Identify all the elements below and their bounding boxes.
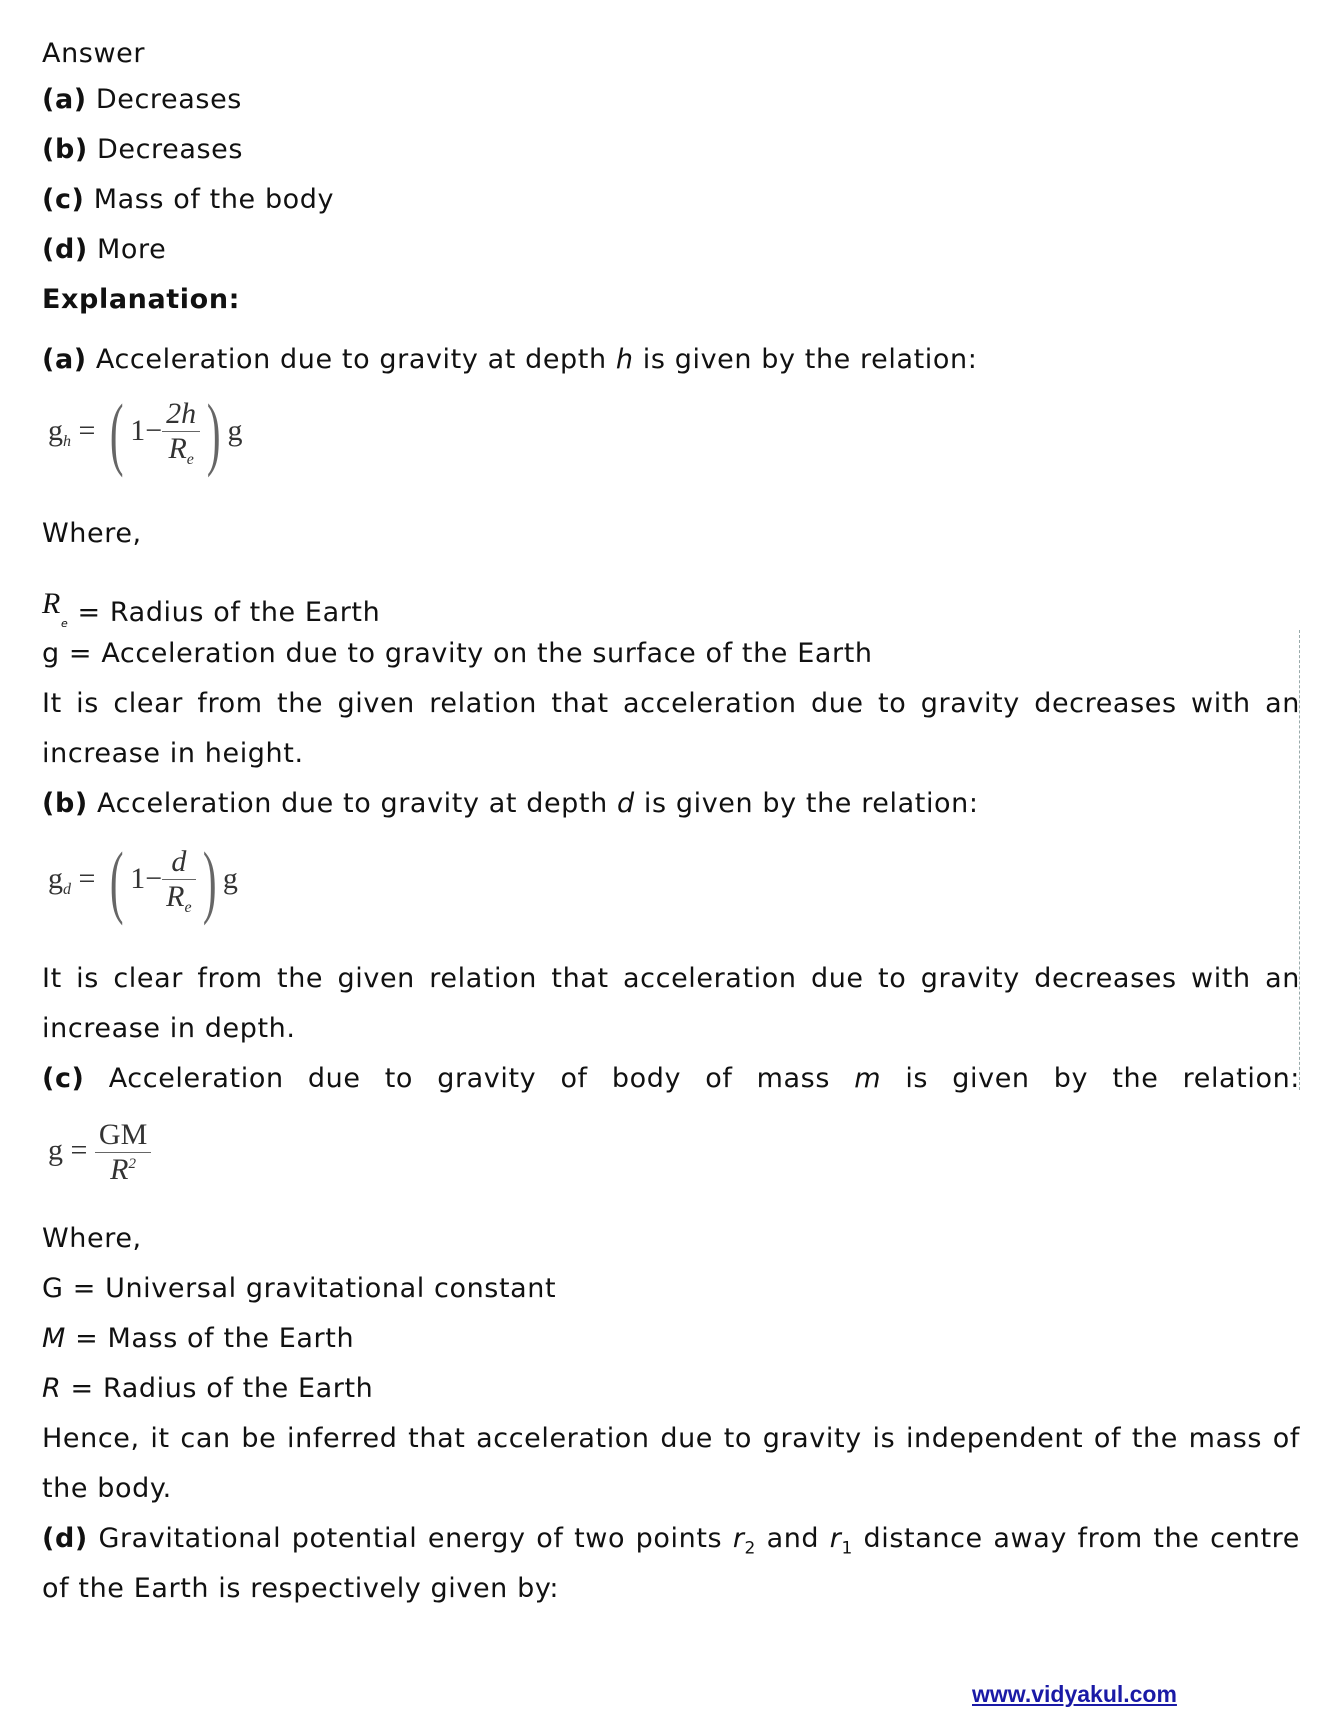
- answer-heading: Answer: [42, 38, 146, 69]
- answer-b-label: (b): [42, 134, 88, 165]
- formula-g-den-sup: 2: [128, 1156, 136, 1172]
- definition-Re-symbol: R: [42, 587, 61, 620]
- definition-M-text: = Mass of the Earth: [65, 1323, 355, 1354]
- var-r2-sub: 2: [744, 1538, 756, 1559]
- explanation-b-label: (b): [42, 788, 88, 819]
- formula-g-gm: [48, 1118, 151, 1187]
- formula-gd-one: 1: [130, 861, 146, 895]
- formula-gd: [48, 835, 238, 926]
- formula-gd-equals: =: [78, 861, 96, 895]
- answer-d: [42, 234, 166, 266]
- answer-a: [42, 84, 242, 116]
- formula-gh-lhs: g: [48, 413, 63, 447]
- formula-gd-fraction: [162, 845, 195, 917]
- formula-gh-minus: −: [145, 413, 163, 447]
- definition-g: g = Acceleration due to gravity on the surface of the Earth: [42, 638, 873, 669]
- explanation-heading: Explanation:: [42, 284, 241, 315]
- explanation-d-text2: and: [755, 1523, 830, 1554]
- explanation-d-text1: Gravitational potential energy of two points: [98, 1523, 733, 1554]
- answer-d-text: More: [97, 234, 167, 265]
- definition-Re-sub: e: [60, 617, 69, 630]
- conclusion-c-line2: the body.: [42, 1473, 172, 1504]
- explanation-d-line1: [42, 1523, 1300, 1564]
- var-r1: r: [829, 1523, 842, 1554]
- right-paren-icon: ): [206, 387, 221, 478]
- formula-g-numerator: GM: [95, 1118, 151, 1153]
- var-h: h: [615, 344, 634, 375]
- formula-g-fraction: [95, 1118, 151, 1187]
- formula-gh-equals: =: [78, 413, 96, 447]
- formula-gd-lhs: g: [48, 861, 63, 895]
- answer-b-text: Decreases: [97, 134, 244, 165]
- margin-dash-line: [1299, 630, 1300, 1090]
- answer-a-label: (a): [42, 84, 87, 115]
- explanation-c-label: (c): [42, 1063, 85, 1094]
- formula-gd-numerator: d: [162, 845, 195, 880]
- formula-gh-one: 1: [130, 413, 146, 447]
- definition-Re: [42, 588, 380, 640]
- var-d: d: [617, 788, 635, 819]
- answer-c-label: (c): [42, 184, 85, 215]
- formula-gh-den-sub: e: [186, 451, 194, 468]
- explanation-b-intro-end: is given by the relation:: [634, 788, 979, 819]
- answer-c: [42, 184, 334, 216]
- explanation-c-intro-text: Acceleration due to gravity of body of mass: [108, 1063, 855, 1094]
- formula-gh-fraction: [162, 397, 200, 469]
- formula-gd-minus: −: [145, 861, 163, 895]
- explanation-b-intro: [42, 788, 979, 820]
- formula-gh-lhs-sub: h: [63, 432, 71, 450]
- conclusion-a-line1: It is clear from the given relation that acceleration due to gravity decreases with an: [42, 688, 1300, 719]
- definition-Re-text: = Radius of the Earth: [77, 597, 381, 628]
- formula-g-denominator: [95, 1153, 151, 1187]
- definition-R-text: = Radius of the Earth: [61, 1373, 374, 1404]
- definition-G: G = Universal gravitational constant: [42, 1273, 557, 1304]
- formula-gh-den-R: R: [168, 432, 187, 465]
- explanation-d-text3: distance away from the centre: [852, 1523, 1300, 1554]
- formula-gd-denominator: [162, 880, 195, 917]
- explanation-a-intro-end: is given by the relation:: [633, 344, 978, 375]
- conclusion-a-line2: increase in height.: [42, 738, 304, 769]
- conclusion-c-line1: Hence, it can be inferred that acceleration due to gravity is independent of the mass of: [42, 1423, 1300, 1454]
- explanation-a-label: (a): [42, 344, 87, 375]
- definition-R: [42, 1373, 373, 1405]
- conclusion-b-line1: It is clear from the given relation that acceleration due to gravity decreases with an: [42, 963, 1300, 994]
- formula-gd-lhs-sub: d: [63, 880, 71, 898]
- explanation-a-intro-text: Acceleration due to gravity at depth: [95, 344, 616, 375]
- footer-website-link[interactable]: www.vidyakul.com: [972, 1681, 1177, 1707]
- formula-gd-den-R: R: [166, 880, 185, 913]
- left-paren-icon: (: [109, 835, 124, 926]
- explanation-c-intro-end: is given by the relation:: [881, 1063, 1301, 1094]
- formula-gh-denominator: [162, 432, 200, 469]
- var-r1-sub: 1: [841, 1538, 853, 1559]
- definition-R-symbol: R: [42, 1373, 62, 1404]
- formula-gd-rhs: g: [222, 861, 238, 895]
- left-paren-icon: (: [109, 387, 124, 478]
- var-m: m: [854, 1063, 882, 1094]
- formula-gh: [48, 387, 243, 478]
- explanation-d-label: (d): [42, 1523, 88, 1554]
- formula-gh-numerator: 2h: [162, 397, 200, 432]
- explanation-a-intro: [42, 344, 977, 376]
- formula-g-den-R: R: [110, 1153, 129, 1186]
- where-c: Where,: [42, 1223, 142, 1254]
- formula-gd-den-sub: e: [184, 899, 192, 916]
- var-r2: r: [732, 1523, 745, 1554]
- where-a: Where,: [42, 518, 142, 549]
- explanation-c-intro: [42, 1063, 1300, 1095]
- definition-M-symbol: M: [42, 1323, 66, 1354]
- formula-gh-rhs: g: [227, 413, 243, 447]
- definition-M: [42, 1323, 354, 1355]
- formula-g-equals: =: [70, 1133, 88, 1167]
- explanation-b-intro-text: Acceleration due to gravity at depth: [97, 788, 617, 819]
- formula-g-lhs: g: [48, 1133, 63, 1167]
- answer-b: [42, 134, 243, 166]
- conclusion-b-line2: increase in depth.: [42, 1013, 296, 1044]
- answer-a-text: Decreases: [95, 84, 242, 115]
- right-paren-icon: ): [202, 835, 217, 926]
- answer-c-text: Mass of the body: [93, 184, 335, 215]
- explanation-d-line2: of the Earth is respectively given by:: [42, 1573, 560, 1604]
- answer-d-label: (d): [42, 234, 88, 265]
